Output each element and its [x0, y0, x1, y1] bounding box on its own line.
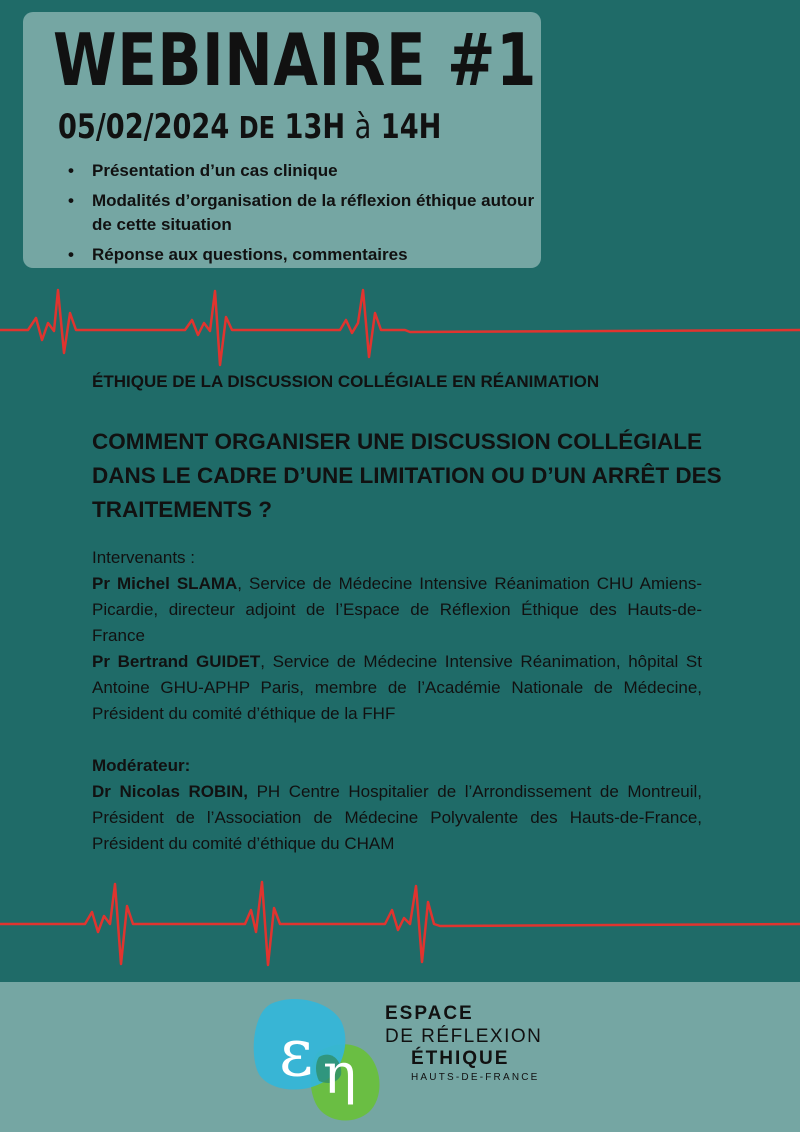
speakers-heading: Intervenants :	[92, 548, 196, 567]
bullet-icon: •	[68, 161, 74, 180]
speaker-entry	[92, 571, 702, 649]
agenda-item-text: Présentation d’un cas clinique	[92, 161, 338, 180]
ecg-heartbeat-icon	[0, 880, 800, 970]
webinar-end-time: 14H	[380, 107, 442, 147]
logo-line-3: ÉTHIQUE	[411, 1048, 510, 1069]
webinar-from-word: DE	[238, 111, 276, 146]
event-subtitle: ÉTHIQUE DE LA DISCUSSION COLLÉGIALE EN RÉANIMATION	[92, 372, 600, 391]
bullet-icon: •	[68, 191, 74, 210]
agenda-item	[68, 243, 538, 267]
event-question: COMMENT ORGANISER UNE DISCUSSION COLLÉGIALE DANS LE CADRE D’UNE LIMITATION OU D’UN ARRÊT DES TRAITEMENTS ?	[92, 429, 722, 522]
agenda-item	[68, 189, 538, 237]
moderator-name: Dr Nicolas ROBIN,	[92, 782, 249, 801]
logo-line-4: HAUTS-DE-FRANCE	[411, 1072, 540, 1083]
logo-line-1: ESPACE	[385, 1003, 474, 1024]
moderator-details: PH Centre Hospitalier de l’Arrondissement de Montreuil, Président de l’Association de Médecine Polyvalente des Hauts-de-France, Président du comité d’éthique du CHAM	[92, 782, 703, 853]
agenda-item-text: Modalités d’organisation de la réflexion éthique autour de cette situation	[92, 191, 535, 234]
ecg-heartbeat-icon	[0, 285, 800, 375]
speaker-name: Pr Bertrand GUIDET	[92, 652, 261, 671]
logo-line-2: DE RÉFLEXION	[385, 1026, 543, 1047]
footer	[0, 982, 800, 1132]
webinar-title: WEBINAIRE #1	[53, 18, 538, 102]
webinar-start-time: 13H	[284, 107, 346, 147]
webinar-agenda	[68, 159, 538, 273]
speaker-entry	[92, 649, 702, 727]
speakers-section	[92, 545, 702, 857]
logo-epsilon: ε	[279, 1014, 314, 1091]
webinar-info-box	[23, 12, 541, 268]
webinar-datetime	[58, 107, 442, 147]
speaker-details: , Service de Médecine Intensive Réanimation, hôpital St Antoine GHU-APHP Paris, membre de l’Académie Nationale de Médecine, Président du comité d’éthique de la FHF	[92, 652, 702, 723]
speaker-name: Pr Michel SLAMA	[92, 574, 238, 593]
bullet-icon: •	[68, 245, 74, 264]
speaker-details: , Service de Médecine Intensive Réanimation CHU Amiens-Picardie, directeur adjoint de l’Espace de Réflexion Éthique des Hauts-de-France	[92, 574, 702, 645]
webinar-to-word: à	[354, 107, 372, 147]
moderator-entry	[92, 779, 702, 857]
agenda-item	[68, 159, 538, 183]
organization-logo-icon	[253, 997, 383, 1122]
logo-eta: η	[323, 1042, 357, 1107]
moderator-heading: Modérateur:	[92, 756, 191, 775]
webinar-date: 05/02/2024	[58, 107, 230, 147]
agenda-item-text: Réponse aux questions, commentaires	[92, 245, 408, 264]
